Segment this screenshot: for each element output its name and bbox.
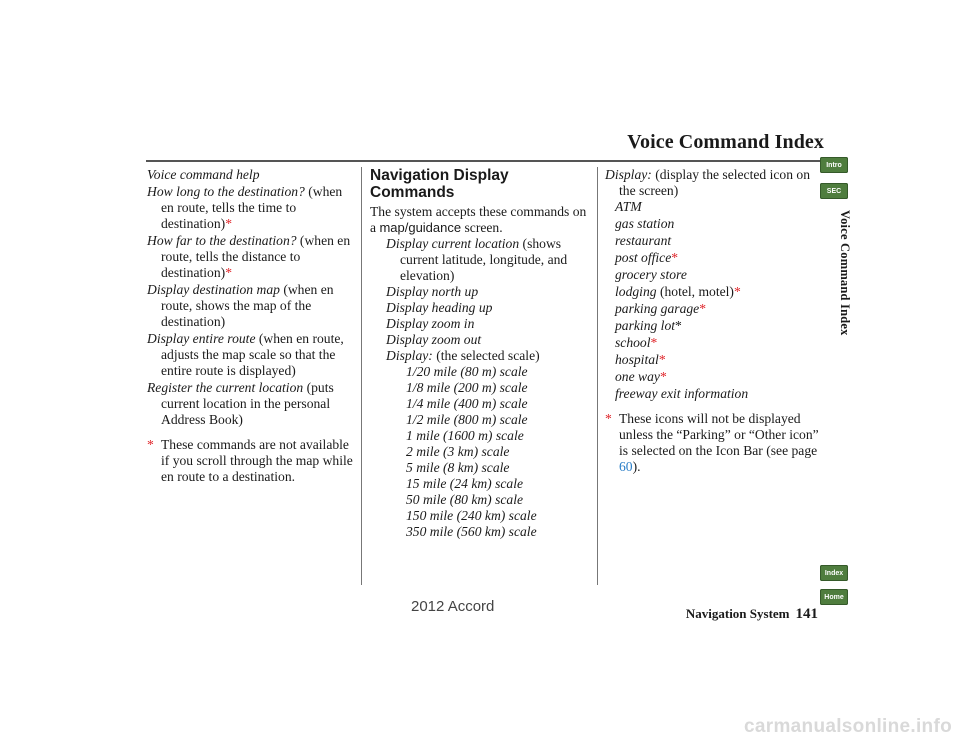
scale-option: 1/2 mile (800 m) scale: [406, 412, 528, 427]
column-divider: [361, 167, 362, 585]
section-intro: [370, 204, 590, 236]
scale-option: 150 mile (240 km) scale: [406, 508, 537, 523]
command-name: Display zoom in: [386, 316, 475, 331]
command-desc: (when en route, adjusts the map scale so that the entire route is displayed): [161, 331, 344, 378]
footer-section-name: Navigation System: [685, 606, 790, 621]
icon-name: one way: [615, 369, 660, 384]
asterisk-mark: *: [671, 250, 679, 265]
command-desc: (when en route, shows the map of the destination): [161, 282, 334, 329]
icon-option: [615, 318, 825, 334]
intro-tab[interactable]: Intro: [820, 157, 848, 173]
asterisk-mark: *: [147, 437, 154, 452]
screen-name: map/guidance: [379, 220, 462, 235]
command-name: Voice command help: [147, 167, 260, 182]
asterisk-mark: *: [659, 369, 667, 384]
icon-name: restaurant: [615, 233, 672, 248]
command-entry: [370, 300, 590, 316]
icon-option: [615, 335, 825, 351]
asterisk-mark: *: [605, 411, 612, 426]
icon-name: lodging: [615, 284, 657, 299]
icon-name: post office: [615, 250, 672, 265]
footnote: [147, 437, 357, 485]
icon-option: [615, 284, 825, 300]
page-title: Voice Command Index: [627, 131, 824, 153]
command-name: Register the current location: [147, 380, 304, 395]
command-desc: (shows current latitude, longitude, and elevation): [400, 236, 568, 283]
icon-option: [615, 386, 825, 402]
command-name: Display heading up: [386, 300, 493, 315]
asterisk-mark: *: [733, 284, 741, 299]
icon-extra: (hotel, motel): [656, 284, 734, 299]
icon-option: [615, 267, 825, 283]
icon-option: [615, 216, 825, 232]
icon-name: freeway exit information: [615, 386, 749, 401]
icon-option: [615, 199, 825, 215]
column-1: [147, 167, 357, 485]
model-label: 2012 Accord: [411, 598, 495, 615]
footnote-text: These commands are not available if you scroll through the map while en route to a destination.: [161, 437, 353, 484]
scale-option: 2 mile (3 km) scale: [406, 444, 510, 459]
command-name: Display:: [386, 348, 433, 363]
icon-option: [615, 250, 825, 266]
icon-option: [615, 233, 825, 249]
icon-name: gas station: [615, 216, 675, 231]
command-entry: [147, 184, 357, 232]
command-desc: (the selected scale): [432, 348, 540, 363]
scale-option: 1/8 mile (200 m) scale: [406, 380, 528, 395]
command-desc: (display the selected icon on the screen): [619, 167, 810, 198]
footer-label: [686, 606, 818, 623]
command-desc: (when en route, tells the time to destination): [161, 184, 343, 231]
icon-name: ATM: [615, 199, 642, 214]
command-name: Display zoom out: [386, 332, 482, 347]
asterisk-mark: *: [225, 216, 232, 231]
scale-option: 1/20 mile (80 m) scale: [406, 364, 528, 379]
footnote-text: These icons will not be displayed unless the “Parking” or “Other icon” is selected on the Icon Bar (see page: [619, 411, 819, 458]
command-entry: [147, 331, 357, 379]
command-entry: [370, 316, 590, 332]
command-name: Display current location: [386, 236, 520, 251]
intro-text: screen.: [461, 220, 503, 235]
command-entry: [370, 236, 590, 284]
icon-name: school: [615, 335, 651, 350]
column-3: [605, 167, 825, 475]
asterisk-mark: *: [650, 335, 658, 350]
command-entry: [147, 167, 357, 183]
command-list: [370, 284, 590, 348]
scale-option: 350 mile (560 km) scale: [406, 524, 537, 539]
icon-extra: *: [675, 318, 682, 333]
command-entry: [370, 284, 590, 300]
home-tab[interactable]: Home: [820, 589, 848, 605]
asterisk-mark: *: [225, 265, 232, 280]
command-desc: (when en route, tells the distance to destination): [161, 233, 351, 280]
column-2: [370, 167, 590, 540]
index-tab[interactable]: Index: [820, 565, 848, 581]
icon-name: hospital: [615, 352, 659, 367]
column-divider: [597, 167, 598, 585]
command-entry: [370, 332, 590, 348]
title-rule: [146, 160, 824, 162]
icon-name: grocery store: [615, 267, 687, 282]
scale-option: 5 mile (8 km) scale: [406, 460, 510, 475]
scale-option: 1/4 mile (400 m) scale: [406, 396, 528, 411]
command-desc: (puts current location in the personal Address Book): [161, 380, 334, 427]
command-entry: [605, 167, 825, 199]
asterisk-mark: *: [699, 301, 706, 316]
icon-list: [605, 199, 825, 402]
page-number: 141: [795, 606, 818, 622]
icon-name: parking garage: [615, 301, 700, 316]
footnote: [605, 411, 825, 475]
intro-text: The system accepts these commands on a: [370, 204, 587, 235]
sidebar-section-label: Voice Command Index: [838, 210, 852, 336]
scale-option: 50 mile (80 km) scale: [406, 492, 524, 507]
command-name: How far to the destination?: [147, 233, 297, 248]
command-name: How long to the destination?: [147, 184, 305, 199]
scale-option: 1 mile (1600 m) scale: [406, 428, 524, 443]
icon-name: parking lot: [615, 318, 676, 333]
scale-option: 15 mile (24 km) scale: [406, 476, 524, 491]
command-entry: [147, 282, 357, 330]
command-name: Display:: [605, 167, 652, 182]
section-heading: Navigation Display Commands: [370, 167, 509, 201]
command-entry: [147, 380, 357, 428]
command-name: Display north up: [386, 284, 479, 299]
sec-tab[interactable]: SEC: [820, 183, 848, 199]
scale-list: [370, 364, 590, 540]
icon-option: [615, 301, 825, 317]
command-entry: [147, 233, 357, 281]
command-list: [147, 167, 357, 428]
page-link[interactable]: 60: [619, 459, 633, 474]
asterisk-mark: *: [658, 352, 666, 367]
command-name: Display destination map: [147, 282, 280, 297]
icon-option: [615, 352, 825, 368]
watermark: carmanualsonline.info: [744, 716, 952, 737]
icon-option: [615, 369, 825, 385]
command-name: Display entire route: [147, 331, 256, 346]
command-entry: [370, 348, 590, 364]
footnote-text: ).: [632, 459, 641, 474]
